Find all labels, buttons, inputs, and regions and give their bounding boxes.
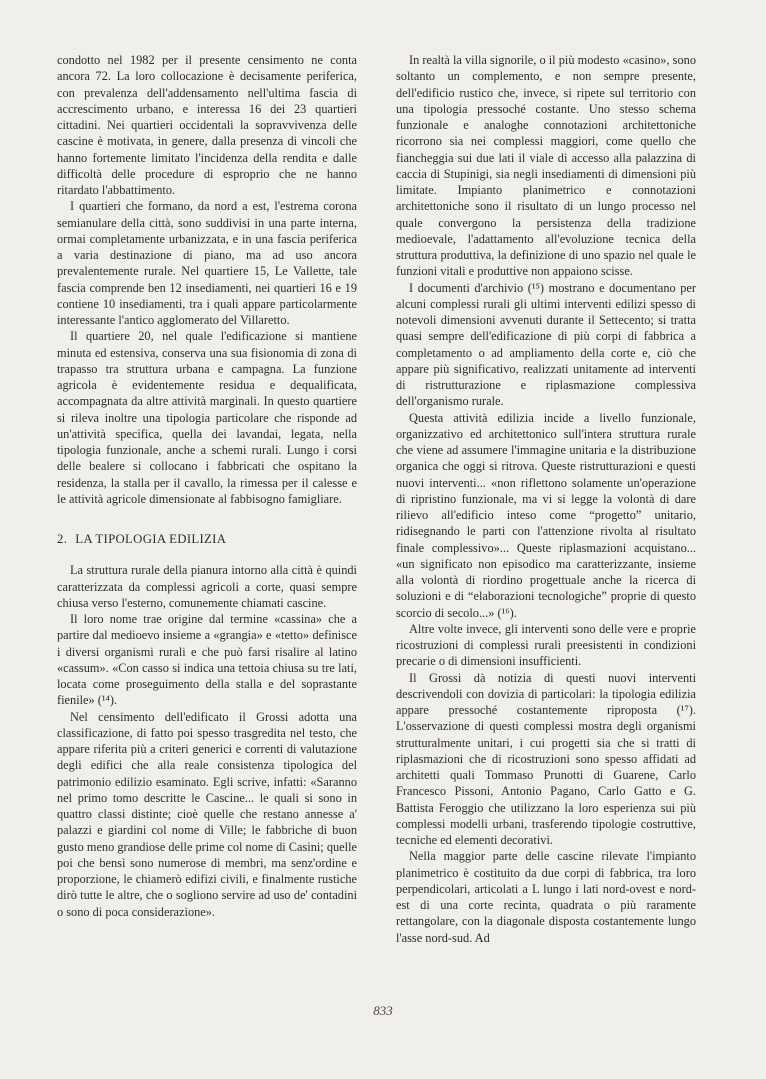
paragraph: Altre volte invece, gli interventi sono delle vere e proprie ricostruzioni di complessi rurali preesistenti in condizioni precarie o di dimensioni insufficienti. bbox=[396, 621, 696, 669]
paragraph: Il Grossi dà notizia di questi nuovi interventi descrivendoli con dovizia di particolari: la tipologia edilizia appare pressoché costantemente riproposta (¹⁷). L'osservazione di questi complessi mostra degli organismi strutturalmente unitari, i cui progetti sia che si tratti di riplasmazioni che di ricostruzioni sono spesso affidati ad architetti quali Tommaso Prunotti di Guarene, Carlo Francesco Pissoni, Antonio Pagano, Carlo Gatto e G. Battista Feroggio che utilizzano la loro esperienza sui più complessi modelli urbani, trasferendo tipologie costruttive, tecniche ed elementi decorativi. bbox=[396, 670, 696, 847]
section-title: LA TIPOLOGIA EDILIZIA bbox=[75, 532, 227, 546]
section-number: 2. bbox=[57, 532, 68, 546]
page-number: 833 bbox=[373, 1003, 393, 1018]
left-column bbox=[57, 52, 357, 920]
paragraph: condotto nel 1982 per il presente censimento ne conta ancora 72. La loro collocazione è decisamente periferica, con prevalenza dell'addensamento nell'ultima fascia di accrescimento urbano, e interessa 16 dei 23 quartieri cittadini. Nei quartieri occidentali la sopravvivenza delle cascine è motivata, in genere, dalla presenza di vincoli che hanno fortemente limitato l'incidenza della rendita e dalle difficoltà delle procedure di esproprio che ne hanno ritardato l'abbattimento. bbox=[57, 53, 357, 197]
paragraph: Nella maggior parte delle cascine rilevate l'impianto planimetrico è costituito da due corpi di fabbrica, tra loro perpendicolari, articolati a L lungo i lati nord-ovest e nord-est di una corte recinta, quadrata o più raramente rettangolare, con la diagonale disposta costantemente lungo l'asse nord-sud. Ad bbox=[396, 849, 696, 945]
section-heading bbox=[57, 531, 357, 547]
paragraph: Il loro nome trae origine dal termine «cassina» che a partire dal medioevo insieme a «grangia» e «tetto» definisce i diversi organismi rurali e che può farsi risalire al latino «cassum». «Con casso si indica una tettoia chiusa su tre lati, locata come proseguimento della stalla e del soprastante fienile» (¹⁴). bbox=[57, 612, 357, 708]
paragraph: Il quartiere 20, nel quale l'edificazione si mantiene minuta ed estensiva, conserva una sua fisionomia di zona di trapasso tra struttura urbana e campagna. La funzione agricola è evidentemente residua e dequalificata, accompagnata da altre attività marginali. In questo quartiere si rileva inoltre una tipologia particolare che risponde ad un'attività specifica, quella dei lavandai, legata, nella tipologia funzionale, anche a schemi rurali. Lungo i corsi delle bealere si collocano i fabbricati che ospitano la residenza, la stalla per il cavallo, la rimessa per il calesse e le attività agricole dimensionate al fabbisogno famigliare. bbox=[57, 329, 357, 506]
paragraph: In realtà la villa signorile, o il più modesto «casino», sono soltanto un complemento, e non sempre presente, dell'edificio rustico che, invece, si ripete sul territorio con una tipologia pressoché costante. Uno stesso schema funzionale e analoghe connotazioni architettoniche ricorrono sia nei complessi maggiori, come quello che fiancheggia sui due lati il viale di accesso alla palazzina di caccia di Stupinigi, sia negli insediamenti di dimensioni più limitate. Impianto planimetrico e connotazioni architettoniche sono il risultato di un lungo processo nel quale convergono la persistenza della tradizione medioevale, l'adattamento all'evoluzione tecnica della struttura produttiva, la definizione di uno spazio nel quale le funzioni vitali e produttive non appaiono scisse. bbox=[396, 53, 696, 279]
paragraph: I documenti d'archivio (¹⁵) mostrano e documentano per alcuni complessi rurali gli ultimi interventi edilizi spesso di notevoli dimensioni avvenuti durante il Settecento; si tratta quasi sempre dell'edificazione di più corpi di fabbrica a completamento o ad ampliamento della corte e, ciò che appare più significativo, realizzati unitamente ad interventi di ristrutturazione e riplasmazione complessiva dell'organismo rurale. bbox=[396, 280, 696, 409]
paragraph: Questa attività edilizia incide a livello funzionale, organizzativo ed architettonico sull'intera struttura rurale che viene ad assumere l'immagine unitaria e la distribuzione organica che oggi si ritrova. Queste ristrutturazioni e questi nuovi interventi... «non riflettono solamente un'operazione di ripristino funzionale, ma vi si legge la volontà di dare rilievo all'edificio inteso come “progetto” unitario, ridisegnando le parti con l'attenzione rivolta al risultato finale complessivo»... Queste riplasmazioni acquistano... «un significato non episodico ma caratterizzante, insieme alla volontà di riordino progettuale anche la ricerca di soluzioni e di “elaborazioni tecnologiche” proprie di questo scorcio di secolo...» (¹⁶). bbox=[396, 410, 696, 620]
paragraph: Nel censimento dell'edificato il Grossi adotta una classificazione, di fatto poi spesso trasgredita nel testo, che appare riferita più a criteri generici e correnti di valutazione degli edifici che alla reale consistenza tipologica del patrimonio edilizio esaminato. Egli scrive, infatti: «Saranno nel primo tomo descritte le Cascine... le quali si sono in quattro classi distinte; cioè quelle che restano annesse a' palazzi e giardini col nome di Ville; le fabbriche di buon gusto meno grandiose delle prime col nome di Casini; quelle poi che bensì sono numerose di membri, ma senz'ordine e proporzione, le chiamerò edifizi civili, e finalmente rustiche dirò tutte le altre, che o sogliono servire ad uso de' contadini o sono di poca considerazione». bbox=[57, 709, 357, 919]
paragraph: La struttura rurale della pianura intorno alla città è quindi caratterizzata da complessi agricoli a corte, quasi sempre chiusa verso l'esterno, comunemente chiamati cascine. bbox=[57, 563, 357, 610]
paragraph: I quartieri che formano, da nord a est, l'estrema corona semianulare della città, sono suddivisi in una parte interna, ormai completamente urbanizzata, e in una fascia periferica a varia destinazione di piano, ma ad uso ancora prevalentemente rurale. Nel quartiere 15, Le Vallette, tale fascia comprende ben 12 insediamenti, nei quartieri 16 e 19 contiene 10 insediamenti, tra i quali appare particolarmente interessante l'antico agglomerato del Villaretto. bbox=[57, 199, 357, 327]
right-column bbox=[396, 52, 696, 946]
